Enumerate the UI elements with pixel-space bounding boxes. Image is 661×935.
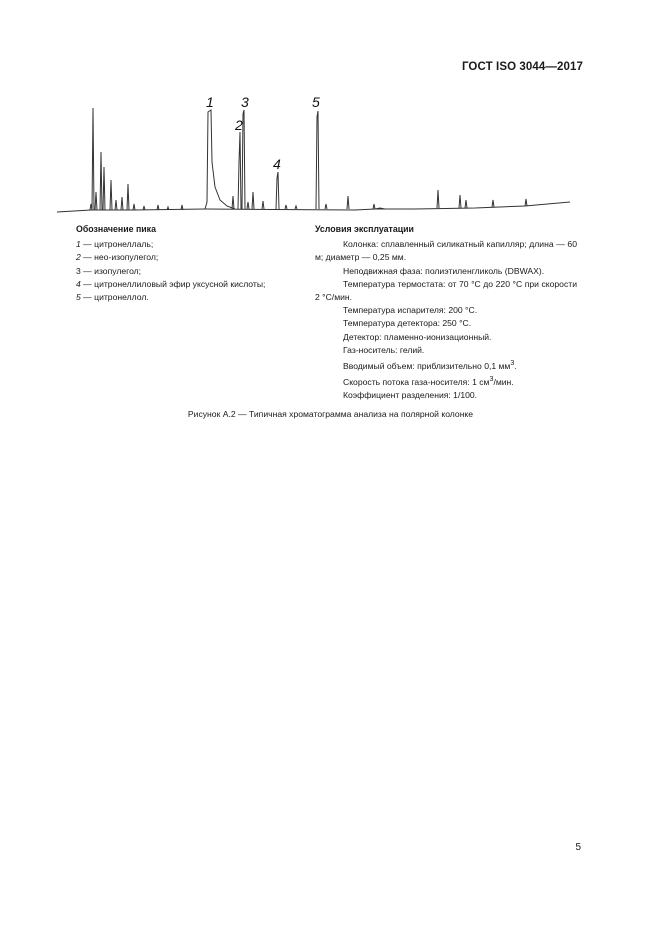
peak-label-1: 1 bbox=[206, 94, 214, 110]
condition-carrier-gas: Газ-носитель: гелий. bbox=[343, 344, 425, 355]
legend-item: 5 — цитронеллол. bbox=[76, 292, 149, 303]
operating-conditions bbox=[315, 223, 577, 402]
condition-detector: Детектор: пламенно-ионизационный. bbox=[343, 331, 492, 342]
minor-peak bbox=[459, 195, 461, 208]
peak-label-3: 3 bbox=[241, 94, 249, 110]
minor-peak bbox=[525, 199, 527, 206]
legend-item: 4 — цитронеллиловый эфир уксусной кислоты; bbox=[76, 278, 266, 289]
peak-legend bbox=[76, 223, 316, 304]
minor-peak bbox=[100, 152, 102, 210]
peak-label-4: 4 bbox=[273, 156, 281, 172]
minor-peak bbox=[437, 190, 439, 208]
minor-peak bbox=[121, 197, 123, 210]
minor-peak bbox=[232, 196, 234, 209]
minor-peak bbox=[295, 206, 297, 209]
condition-thermostat: Температура термостата: от 70 °С до 220 °С при скорости 2 °С/мин. bbox=[315, 278, 577, 303]
minor-peak bbox=[115, 200, 117, 210]
minor-peak bbox=[252, 192, 254, 209]
minor-peak bbox=[492, 200, 494, 207]
figure-caption: Рисунок А.2 — Типичная хроматограмма анализа на полярной колонке bbox=[187, 409, 474, 419]
minor-peak bbox=[110, 180, 112, 210]
minor-peak bbox=[92, 108, 94, 210]
legend-item: 3 — изопулегол; bbox=[76, 265, 142, 276]
peak-label-5: 5 bbox=[312, 94, 320, 110]
condition-split-ratio: Коэффициент разделения: 1/100. bbox=[343, 390, 478, 401]
condition-stationary-phase: Неподвижная фаза: полиэтиленгликоль (DBWAX). bbox=[343, 265, 545, 276]
minor-peak bbox=[347, 196, 349, 209]
peak-1-trace bbox=[205, 110, 235, 209]
minor-peak bbox=[247, 202, 249, 209]
minor-peak bbox=[103, 167, 105, 210]
minor-peak bbox=[262, 201, 264, 209]
minor-peak bbox=[465, 200, 467, 208]
legend-item: 2 — нео-изопулегол; bbox=[76, 252, 159, 263]
minor-peak bbox=[285, 205, 287, 209]
condition-flow-rate: Скорость потока газа-носителя: 1 $см^3$/мин. bbox=[343, 375, 514, 387]
peak-4-trace bbox=[276, 172, 279, 209]
minor-peak bbox=[133, 204, 135, 210]
standard-header: ГОСТ ISO 3044—2017 bbox=[461, 61, 583, 73]
minor-peak bbox=[325, 204, 327, 209]
condition-injection-volume: Вводимый объем: приблизительно 0,1 $мм^3$. bbox=[343, 359, 517, 371]
chromatogram-trace bbox=[57, 108, 570, 212]
peak-5-trace bbox=[316, 111, 319, 209]
condition-column: Колонка: сплавленный силикатный капилляр; длина — 60 м; диаметр — 0,25 мм. bbox=[315, 239, 577, 263]
condition-evaporator: Температура испарителя: 200 °С. bbox=[343, 305, 478, 316]
condition-detector-temp: Температура детектора: 250 °С. bbox=[343, 318, 472, 329]
legend-heading: Обозначение пика bbox=[76, 224, 156, 234]
legend-item: 1 — цитронеллаль; bbox=[76, 239, 154, 250]
page-number: 5 bbox=[575, 842, 581, 853]
peak-label-2: 2 bbox=[235, 117, 243, 133]
peak-2-trace bbox=[238, 132, 241, 209]
chromatogram-chart bbox=[55, 92, 575, 217]
conditions-heading: Условия эксплуатации bbox=[315, 224, 414, 234]
minor-peak bbox=[373, 204, 385, 209]
minor-peak bbox=[127, 184, 129, 210]
minor-peak bbox=[95, 192, 97, 210]
